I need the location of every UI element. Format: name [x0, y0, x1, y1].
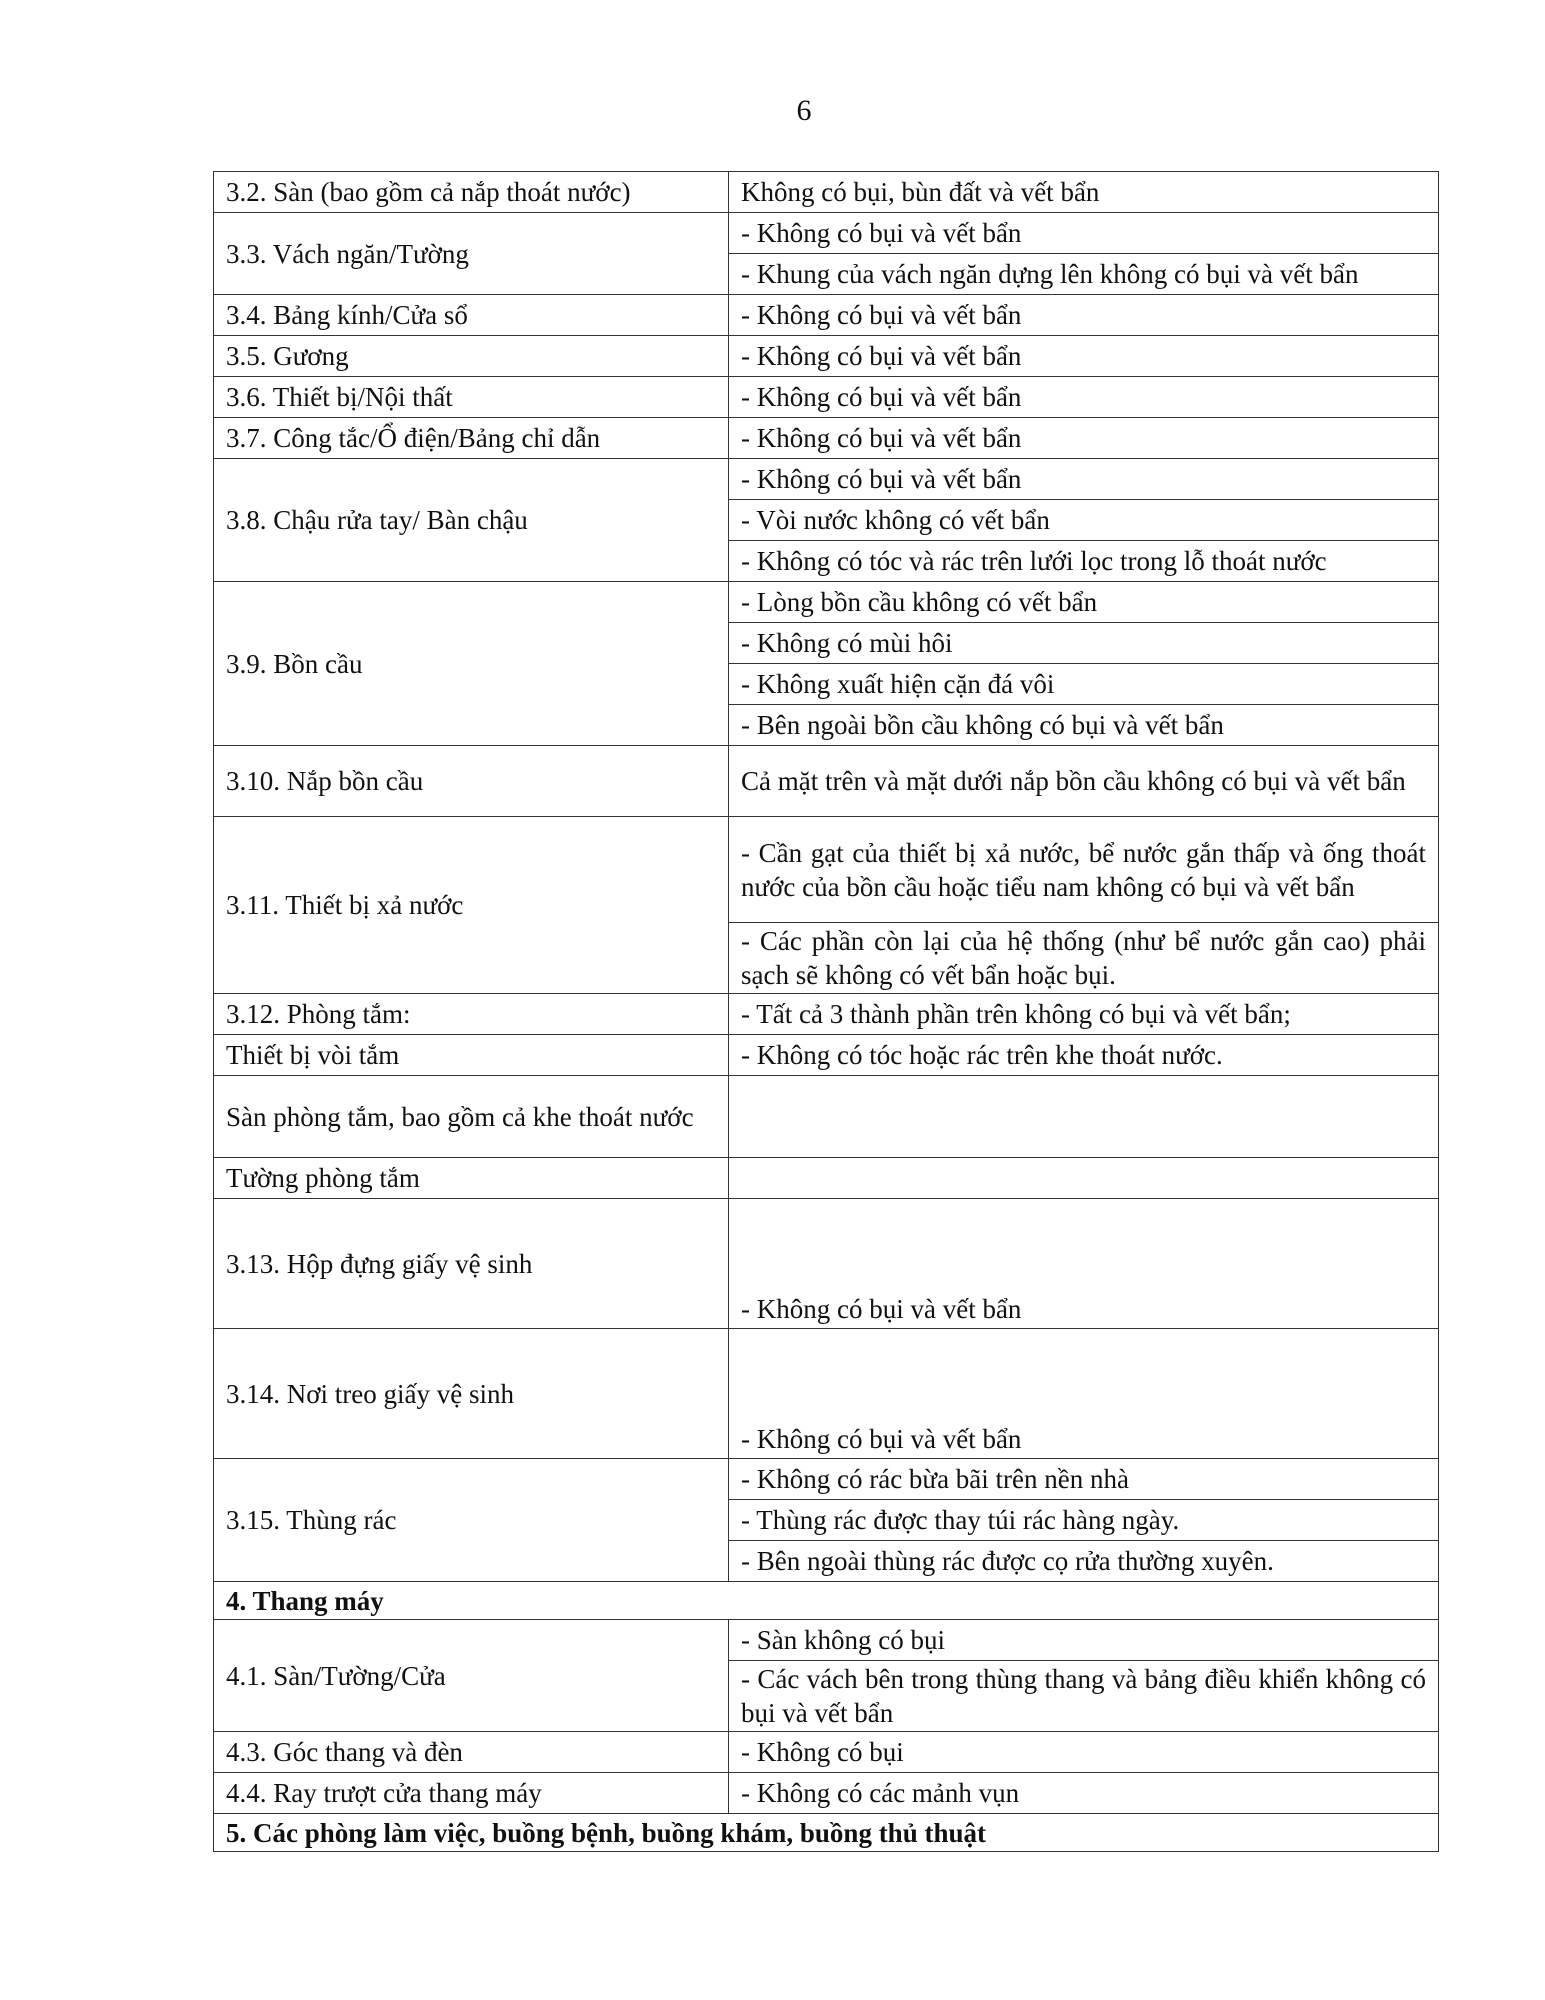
- criteria-cell: - Không có bụi và vết bẩn: [729, 295, 1439, 336]
- item-cell: 3.12. Phòng tắm:: [214, 994, 729, 1035]
- item-cell: 3.10. Nắp bồn cầu: [214, 746, 729, 817]
- item-cell: 3.4. Bảng kính/Cửa sổ: [214, 295, 729, 336]
- item-cell: 3.13. Hộp đựng giấy vệ sinh: [214, 1199, 729, 1329]
- item-cell: 3.15. Thùng rác: [214, 1459, 729, 1582]
- table-row: [214, 1732, 1439, 1773]
- criteria-cell: - Các vách bên trong thùng thang và bảng điều khiển không có bụi và vết bẩn: [729, 1661, 1439, 1732]
- table-row: [214, 172, 1439, 213]
- page-number: 6: [796, 94, 812, 127]
- table-row: [214, 1620, 1439, 1661]
- criteria-cell: - Không có mùi hôi: [729, 623, 1439, 664]
- criteria-cell: - Bên ngoài thùng rác được cọ rửa thường xuyên.: [729, 1541, 1439, 1582]
- table-row: [214, 459, 1439, 500]
- criteria-cell: Cả mặt trên và mặt dưới nắp bồn cầu không có bụi và vết bẩn: [729, 746, 1439, 817]
- item-cell: 3.8. Chậu rửa tay/ Bàn chậu: [214, 459, 729, 582]
- item-cell: Tường phòng tắm: [214, 1158, 729, 1199]
- item-cell: 3.14. Nơi treo giấy vệ sinh: [214, 1329, 729, 1459]
- table-row: [214, 1199, 1439, 1329]
- table-row: [214, 418, 1439, 459]
- item-cell: 4.1. Sàn/Tường/Cửa: [214, 1620, 729, 1732]
- criteria-cell: - Khung của vách ngăn dựng lên không có bụi và vết bẩn: [729, 254, 1439, 295]
- criteria-cell: - Tất cả 3 thành phần trên không có bụi và vết bẩn;: [729, 994, 1439, 1035]
- criteria-cell: - Bên ngoài bồn cầu không có bụi và vết bẩn: [729, 705, 1439, 746]
- section-heading-row: [214, 1582, 1439, 1620]
- criteria-cell: - Sàn không có bụi: [729, 1620, 1439, 1661]
- section-heading: 4. Thang máy: [214, 1582, 1439, 1620]
- criteria-cell: - Vòi nước không có vết bẩn: [729, 500, 1439, 541]
- criteria-cell: Không có bụi, bùn đất và vết bẩn: [729, 172, 1439, 213]
- criteria-cell: - Không có bụi và vết bẩn: [729, 1199, 1439, 1329]
- item-cell: 3.6. Thiết bị/Nội thất: [214, 377, 729, 418]
- criteria-cell: - Không có bụi và vết bẩn: [729, 459, 1439, 500]
- item-cell: 3.11. Thiết bị xả nước: [214, 817, 729, 994]
- criteria-cell: - Cần gạt của thiết bị xả nước, bể nước gắn thấp và ống thoát nước của bồn cầu hoặc tiểu nam không có bụi và vết bẩn: [729, 817, 1439, 923]
- item-cell: Sàn phòng tắm, bao gồm cả khe thoát nước: [214, 1076, 729, 1158]
- criteria-cell: [729, 1158, 1439, 1199]
- criteria-cell: - Không xuất hiện cặn đá vôi: [729, 664, 1439, 705]
- criteria-cell: - Không có rác bừa bãi trên nền nhà: [729, 1459, 1439, 1500]
- item-cell: 3.5. Gương: [214, 336, 729, 377]
- criteria-cell: - Không có bụi và vết bẩn: [729, 377, 1439, 418]
- criteria-cell: - Không có bụi và vết bẩn: [729, 418, 1439, 459]
- criteria-cell: - Các phần còn lại của hệ thống (như bể nước gắn cao) phải sạch sẽ không có vết bẩn hoặc bụi.: [729, 923, 1439, 994]
- criteria-cell: - Không có bụi và vết bẩn: [729, 336, 1439, 377]
- item-cell: 4.4. Ray trượt cửa thang máy: [214, 1773, 729, 1814]
- criteria-cell: - Không có bụi: [729, 1732, 1439, 1773]
- criteria-cell: - Không có tóc hoặc rác trên khe thoát nước.: [729, 1035, 1439, 1076]
- item-cell: Thiết bị vòi tắm: [214, 1035, 729, 1076]
- item-cell: 4.3. Góc thang và đèn: [214, 1732, 729, 1773]
- item-cell: 3.9. Bồn cầu: [214, 582, 729, 746]
- table-row: [214, 295, 1439, 336]
- table-row: [214, 213, 1439, 254]
- table-row: [214, 582, 1439, 623]
- cleaning-standards-table: [213, 171, 1439, 1852]
- criteria-cell: - Không có tóc và rác trên lưới lọc trong lỗ thoát nước: [729, 541, 1439, 582]
- table-row: [214, 994, 1439, 1035]
- table-row: [214, 1076, 1439, 1158]
- section-heading-row: [214, 1814, 1439, 1852]
- table-row: [214, 746, 1439, 817]
- table-row: [214, 817, 1439, 923]
- item-cell: 3.2. Sàn (bao gồm cả nắp thoát nước): [214, 172, 729, 213]
- criteria-cell: [729, 1076, 1439, 1158]
- section-heading: 5. Các phòng làm việc, buồng bệnh, buồng khám, buồng thủ thuật: [214, 1814, 1439, 1852]
- criteria-cell: - Không có bụi và vết bẩn: [729, 1329, 1439, 1459]
- item-cell: 3.3. Vách ngăn/Tường: [214, 213, 729, 295]
- table-row: [214, 377, 1439, 418]
- table-row: [214, 1035, 1439, 1076]
- table-row: [214, 1773, 1439, 1814]
- criteria-cell: - Không có bụi và vết bẩn: [729, 213, 1439, 254]
- criteria-cell: - Thùng rác được thay túi rác hàng ngày.: [729, 1500, 1439, 1541]
- table-row: [214, 1158, 1439, 1199]
- table-row: [214, 336, 1439, 377]
- criteria-cell: - Lòng bồn cầu không có vết bẩn: [729, 582, 1439, 623]
- item-cell: 3.7. Công tắc/Ổ điện/Bảng chỉ dẫn: [214, 418, 729, 459]
- table-row: [214, 1329, 1439, 1459]
- table-row: [214, 1459, 1439, 1500]
- criteria-cell: - Không có các mảnh vụn: [729, 1773, 1439, 1814]
